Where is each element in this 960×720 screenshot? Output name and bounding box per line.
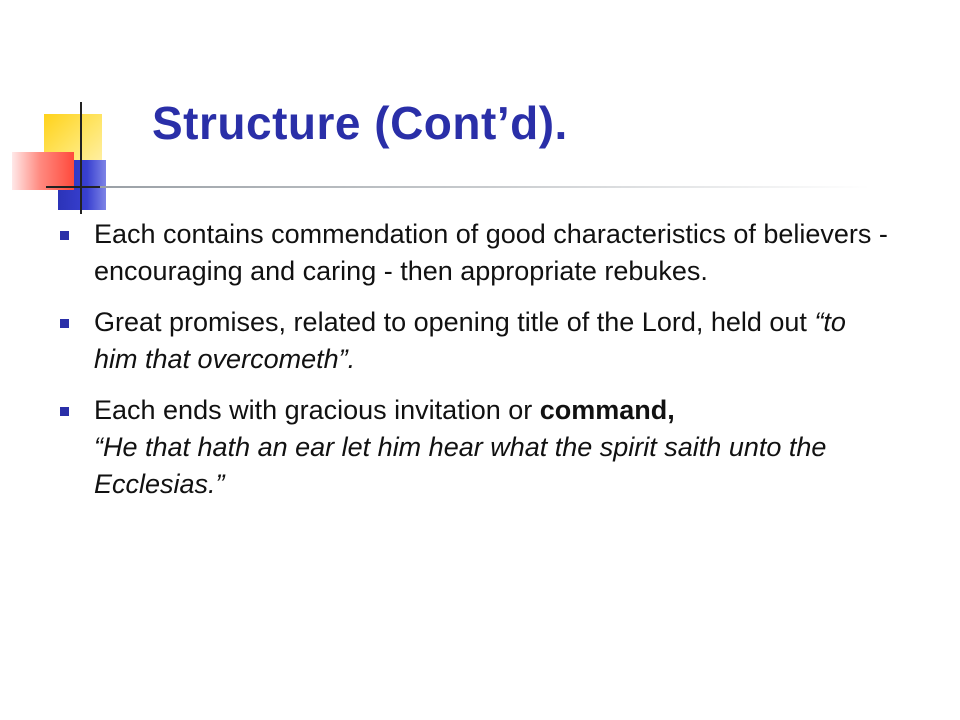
bullet-text: Great promises, related to opening title of the Lord, held out (94, 307, 815, 337)
square-bullet-icon (60, 231, 69, 240)
title-underline (100, 186, 870, 188)
bullet-text: Each ends with gracious invitation or (94, 395, 540, 425)
bullet-item-1 (58, 216, 888, 290)
bullet-item-2 (58, 304, 888, 378)
slide-title: Structure (Cont’d). (152, 97, 568, 149)
bullet-quote: “He that hath an ear let him hear what the spirit saith unto the Ecclesias.” (94, 432, 827, 499)
bullet-text: Each contains commendation of good characteristics of believers - encouraging and caring - then appropriate rebukes. (94, 219, 888, 286)
red-square-decoration (12, 152, 74, 190)
corner-decoration (0, 0, 140, 230)
bullet-quote: “to him that overcometh”. (94, 307, 846, 374)
square-bullet-icon (60, 407, 69, 416)
horizontal-line-decoration (46, 186, 106, 188)
bullet-emphasis: command, (539, 395, 675, 425)
square-bullet-icon (60, 319, 69, 328)
vertical-line-decoration (80, 102, 82, 214)
bullet-list (58, 216, 888, 517)
bullet-item-3 (58, 392, 888, 503)
